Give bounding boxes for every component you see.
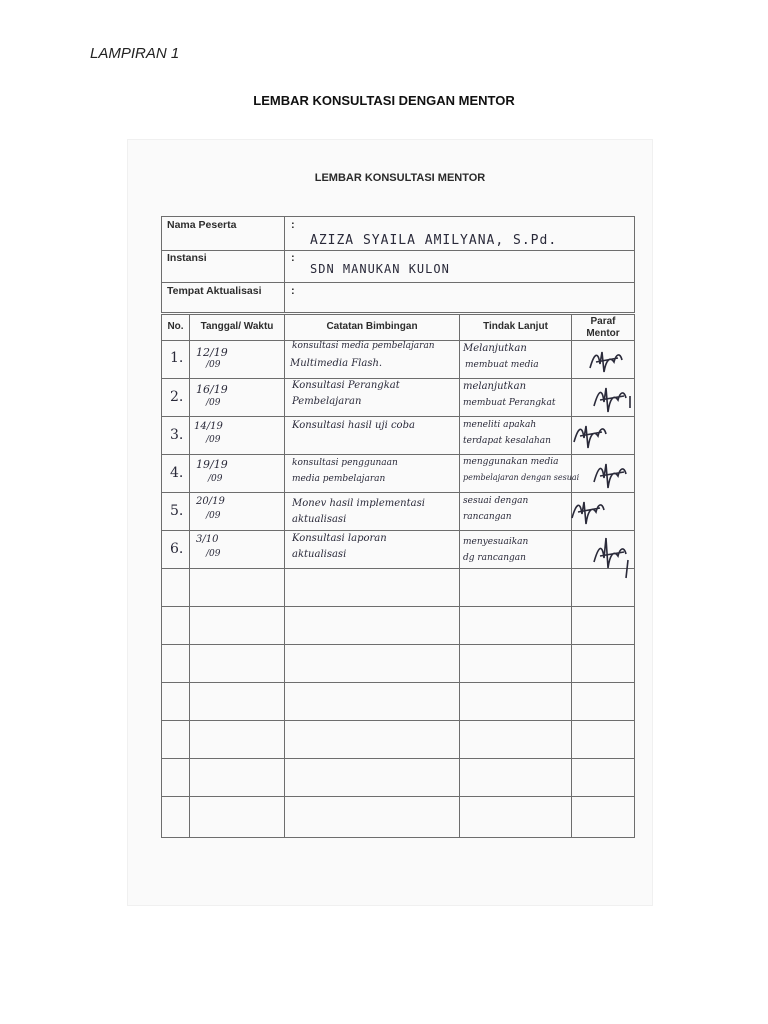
grid-line: [161, 644, 635, 645]
grid-line: [161, 682, 635, 683]
row-notes: Konsultasi laporan: [292, 533, 387, 544]
grid-line: [161, 216, 162, 312]
row-date: 20/19: [196, 496, 225, 507]
row-number: 3.: [170, 427, 184, 443]
row-follow-up: menggunakan media: [463, 457, 559, 467]
grid-line: [161, 378, 635, 379]
mentor-signature: [590, 382, 634, 418]
row-follow-up: terdapat kesalahan: [463, 436, 551, 446]
field-colon: :: [291, 219, 295, 231]
row-notes: aktualisasi: [292, 514, 347, 525]
row-date-month: /09: [206, 398, 221, 408]
row-follow-up: pembelajaran dengan sesuai: [463, 473, 580, 482]
row-number: 5.: [170, 503, 184, 519]
grid-line: [161, 492, 635, 493]
grid-line: [161, 314, 635, 315]
row-number: 4.: [170, 465, 184, 481]
grid-line: [634, 216, 635, 312]
row-notes: media pembelajaran: [292, 474, 386, 484]
participant-name: AZIZA SYAILA AMILYANA, S.Pd.: [310, 233, 558, 248]
grid-line: [161, 312, 635, 313]
field-label: Instansi: [167, 252, 207, 264]
grid-line: [284, 314, 285, 837]
row-follow-up: membuat Perangkat: [463, 398, 556, 408]
grid-line: [161, 416, 635, 417]
grid-line: [284, 216, 285, 312]
row-date: 19/19: [196, 458, 228, 471]
header-no: No.: [167, 321, 184, 332]
grid-line: [161, 530, 635, 531]
row-follow-up: sesuai dengan: [463, 496, 529, 506]
field-colon: :: [291, 285, 295, 297]
document-title: LEMBAR KONSULTASI DENGAN MENTOR: [253, 93, 515, 108]
row-follow-up: rancangan: [463, 512, 512, 522]
row-notes: Konsultasi Perangkat: [292, 380, 400, 391]
row-number: 6.: [170, 541, 184, 557]
row-notes: Konsultasi hasil uji coba: [292, 420, 415, 431]
row-notes: Monev hasil implementasi: [292, 498, 425, 509]
mentor-signature: [568, 496, 612, 530]
row-follow-up: Melanjutkan: [463, 343, 527, 354]
row-follow-up: melanjutkan: [463, 381, 527, 392]
row-date-month: /09: [208, 474, 223, 484]
row-follow-up: menyesuaikan: [463, 537, 529, 547]
grid-line: [161, 568, 635, 569]
row-date-month: /09: [206, 549, 221, 559]
row-notes: Multimedia Flash.: [290, 358, 383, 369]
grid-line: [161, 758, 635, 759]
grid-line: [161, 796, 635, 797]
grid-line: [459, 314, 460, 837]
mentor-signature: [586, 346, 630, 380]
mentor-signature: [570, 420, 614, 454]
grid-line: [161, 720, 635, 721]
field-colon: :: [291, 252, 295, 264]
row-date: 14/19: [194, 421, 223, 432]
header-notes: Catatan Bimbingan: [326, 321, 418, 332]
mentor-signature: [590, 458, 634, 494]
row-date: 16/19: [196, 383, 228, 396]
row-date: 12/19: [196, 346, 228, 359]
grid-line: [161, 606, 635, 607]
grid-line: [161, 250, 635, 251]
row-date-month: /09: [206, 511, 221, 521]
row-number: 2.: [170, 389, 184, 405]
header-mentor-initials: Paraf Mentor: [586, 316, 620, 339]
grid-line: [634, 314, 635, 837]
mentor-signature: [590, 536, 634, 580]
grid-line: [161, 837, 635, 838]
form-title: LEMBAR KONSULTASI MENTOR: [314, 172, 486, 184]
row-follow-up: membuat media: [465, 360, 539, 370]
row-follow-up: dg rancangan: [463, 553, 526, 563]
header-date: Tanggal/ Waktu: [200, 321, 274, 332]
row-date-month: /09: [206, 435, 221, 445]
appendix-label: LAMPIRAN 1: [90, 45, 180, 62]
header-follow-up: Tindak Lanjut: [483, 321, 548, 332]
row-number: 1.: [170, 350, 184, 366]
institution-name: SDN MANUKAN KULON: [310, 262, 450, 276]
grid-line: [161, 282, 635, 283]
grid-line: [571, 314, 572, 837]
field-label: Nama Peserta: [167, 219, 237, 231]
grid-line: [161, 314, 162, 837]
grid-line: [161, 454, 635, 455]
row-notes: konsultasi media pembelajaran: [292, 341, 435, 351]
grid-line: [161, 216, 635, 217]
row-date: 3/10: [196, 534, 219, 545]
row-notes: konsultasi penggunaan: [292, 458, 398, 468]
field-label: Tempat Aktualisasi: [167, 285, 262, 297]
grid-line: [189, 314, 190, 837]
row-follow-up: meneliti apakah: [463, 420, 537, 430]
row-notes: aktualisasi: [292, 549, 347, 560]
row-date-month: /09: [206, 360, 221, 370]
row-notes: Pembelajaran: [292, 396, 362, 407]
